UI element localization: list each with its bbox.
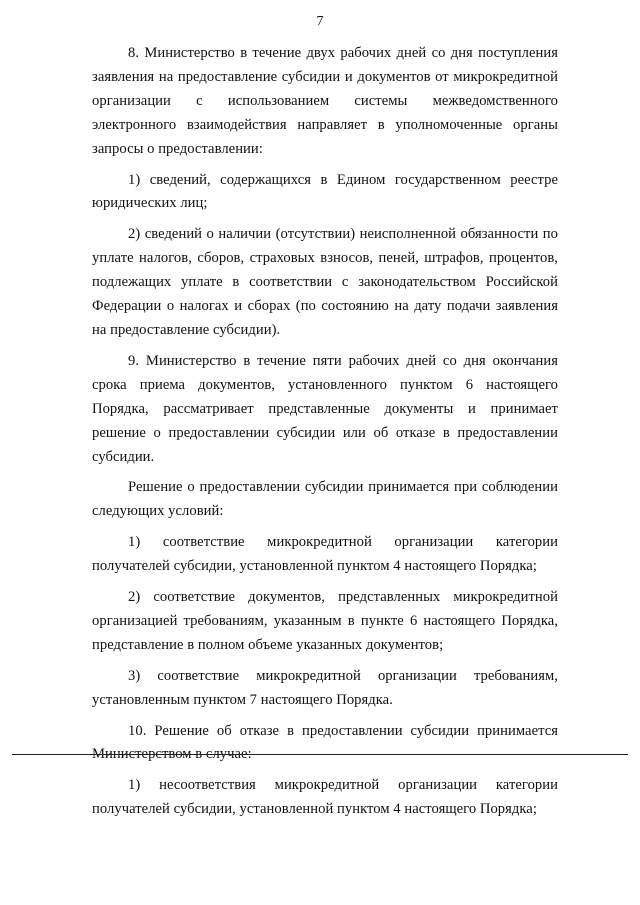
paragraph-10: 10. Решение об отказе в предоставлении субсидии принимается Министерством в случае: — [92, 722, 558, 763]
paragraph-9-condition-3: 3) соответствие микрокредитной организации требованиям, установленным пунктом 7 настоящего Порядка. — [92, 667, 558, 708]
paragraph-9-conditions-intro: Решение о предоставлении субсидии принимается при соблюдении следующих условий: — [92, 479, 558, 520]
document-body — [92, 42, 558, 829]
page-number: 7 — [316, 14, 324, 29]
paragraph-8-item-2: 2) сведений о наличии (отсутствии) неисполненной обязанности по уплате налогов, сборов, страховых взносов, пеней, штрафов, процентов, подлежащих уплате в соответствии с законодательством Российской Федерации о налогах и сборах (по состоянию на дату подачи заявления на предоставление субсидии). — [92, 226, 558, 338]
paragraph-9-condition-1: 1) соответствие микрокредитной организации категории получателей субсидии, установленной пунктом 4 настоящего Порядка; — [92, 534, 558, 575]
paragraph-9: 9. Министерство в течение пяти рабочих дней со дня окончания срока приема документов, установленного пунктом 6 настоящего Порядка, рассматривает представленные документы и принимает решение о предоставлении субсидии или об отказе в предоставлении субсидии. — [92, 352, 558, 465]
paragraph-10-item-1: 1) несоответствия микрокредитной организации категории получателей субсидии, установленной пунктом 4 настоящего Порядка; — [92, 777, 558, 818]
paragraph-8-item-1: 1) сведений, содержащихся в Едином государственном реестре юридических лиц; — [92, 171, 558, 212]
paragraph-8: 8. Министерство в течение двух рабочих дней со дня поступления заявления на предоставление субсидии и документов от микрокредитной организации с использованием системы межведомственного электронного взаимодействия направляет в уполномоченные органы запросы о предоставлении: — [92, 45, 558, 157]
paragraph-9-condition-2: 2) соответствие документов, представленных микрокредитной организацией требованиям, указанным в пункте 6 настоящего Порядка, представление в полном объеме указанных документов; — [92, 589, 558, 653]
page-bottom-divider — [12, 754, 628, 755]
